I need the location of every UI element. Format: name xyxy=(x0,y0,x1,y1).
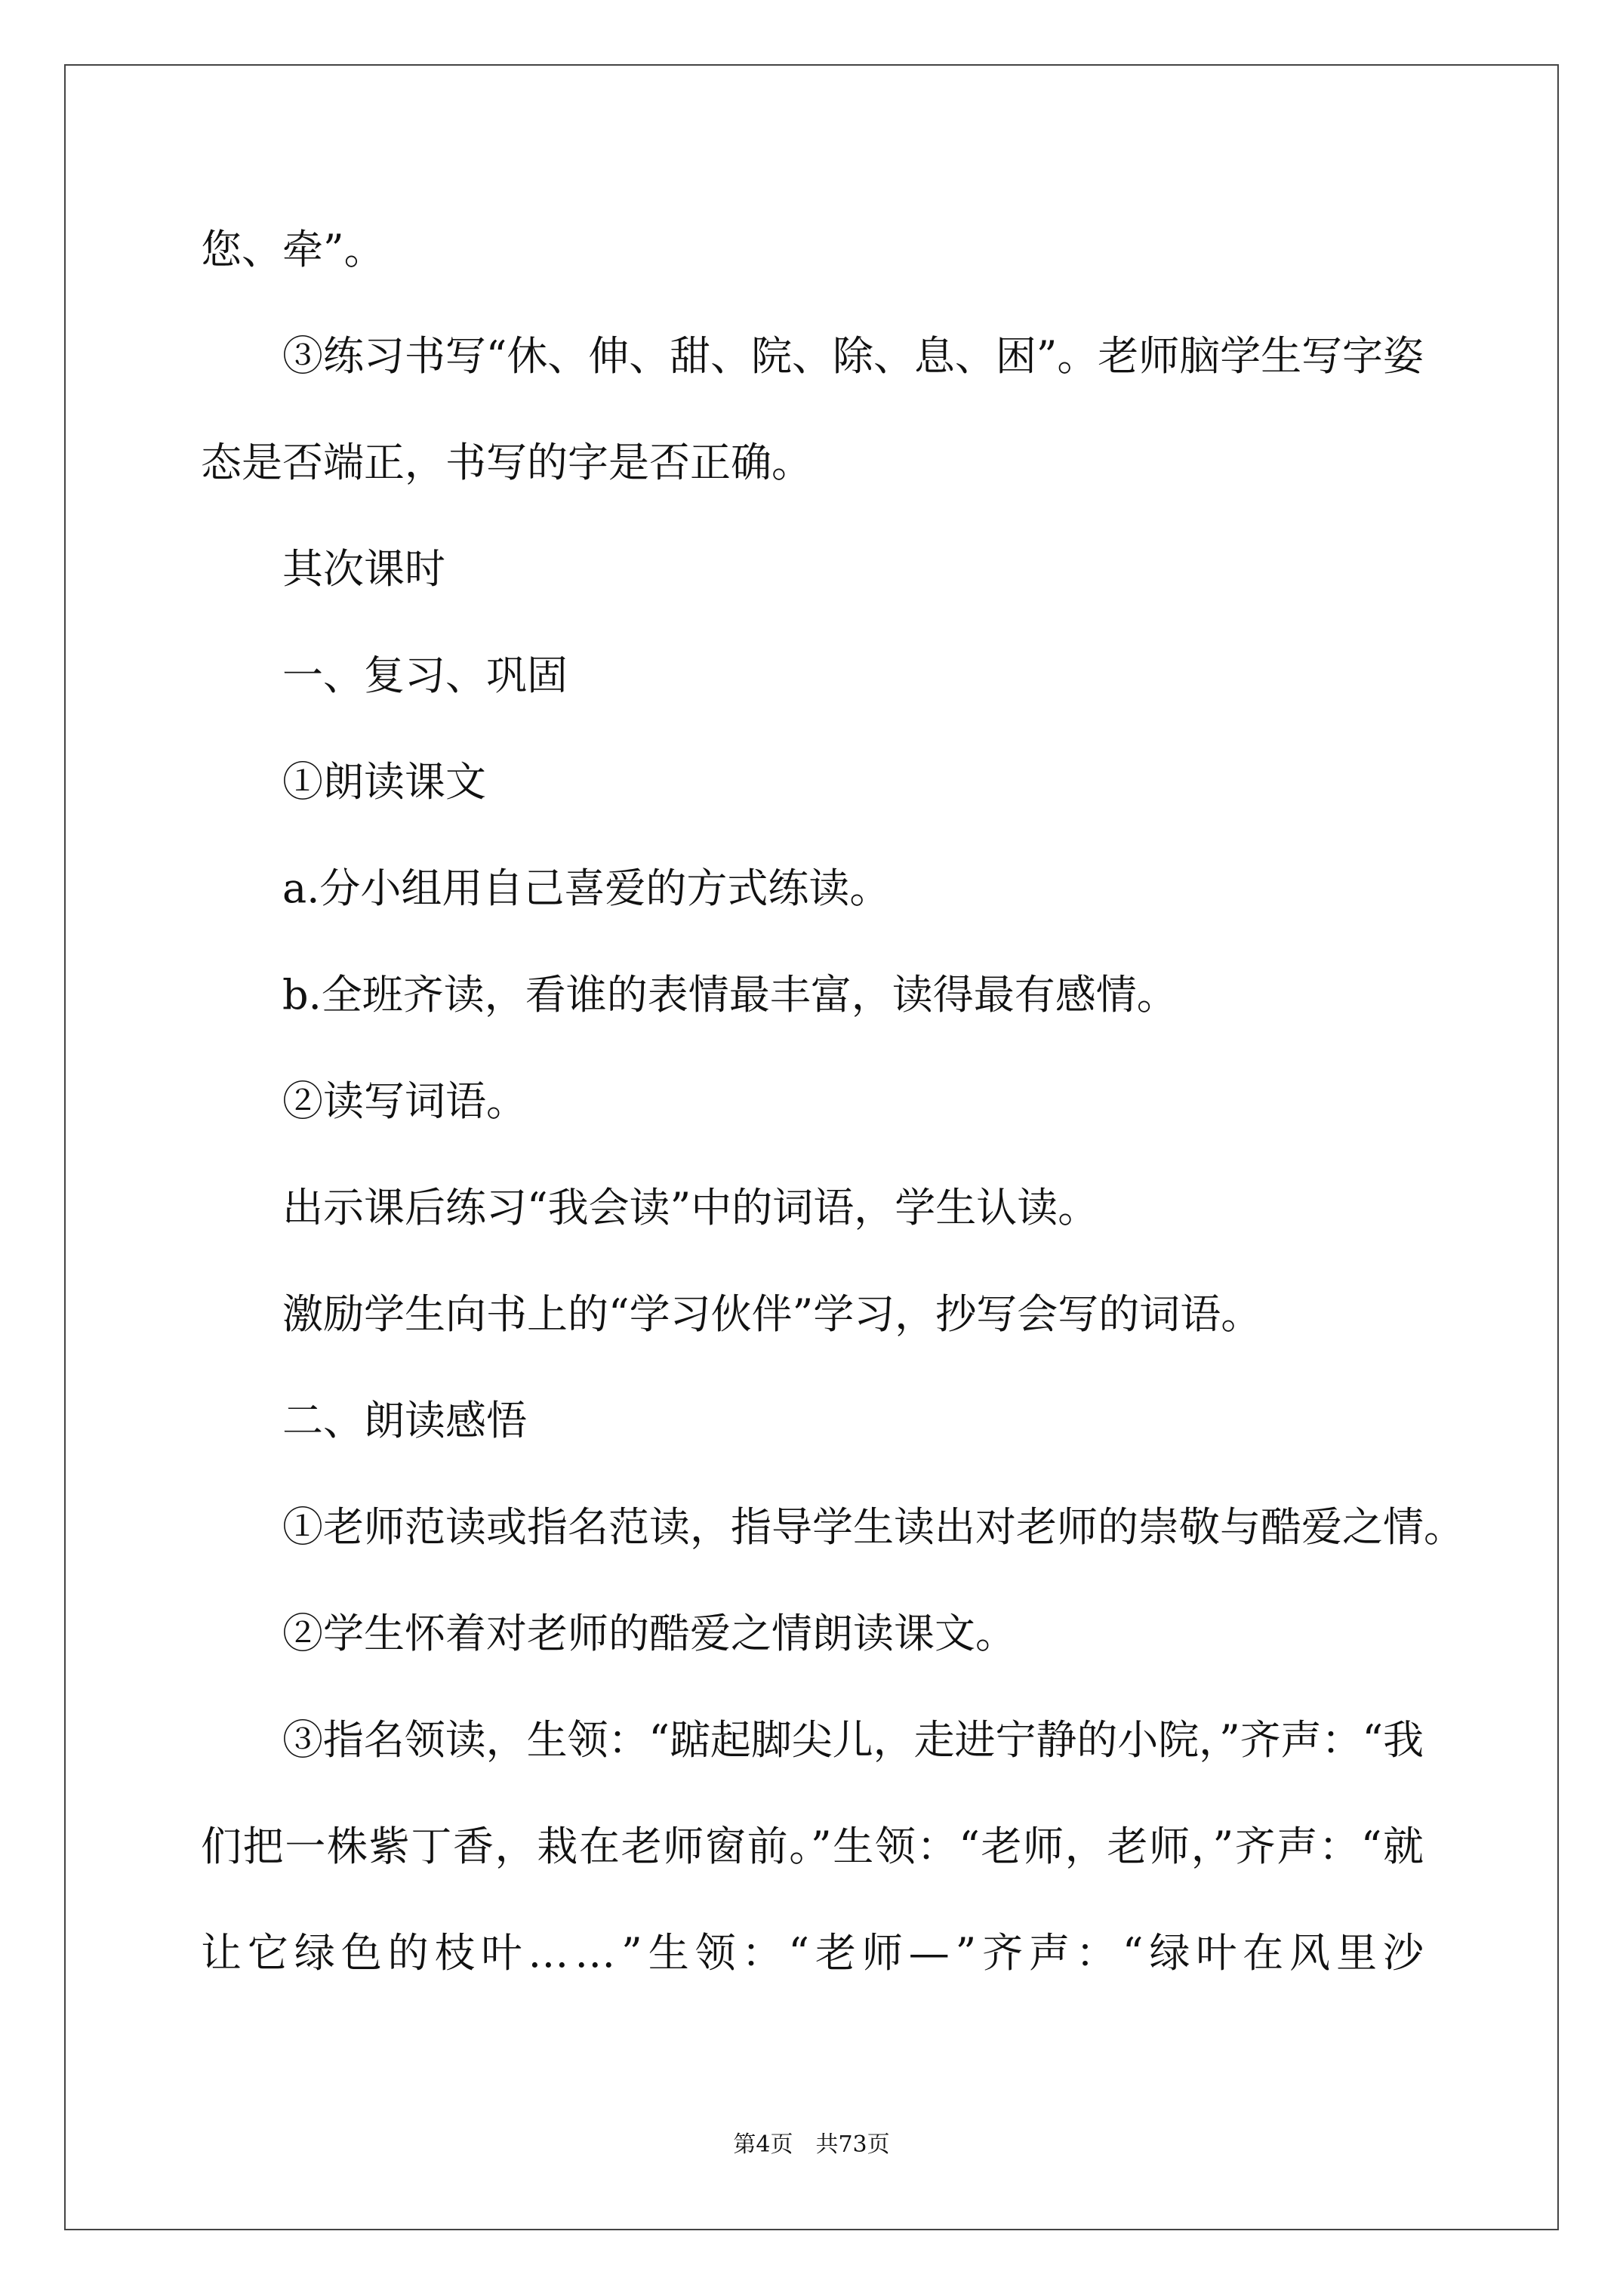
paragraph-line xyxy=(201,196,1424,303)
paragraph-line xyxy=(201,729,1424,835)
section-heading-text: 二、朗读感悟 xyxy=(282,1397,527,1444)
paragraph-line-text: 态是否端正，书写的字是否正确。 xyxy=(201,439,812,486)
paragraph-line-text: ②学生怀着对老师的酷爱之情朗读课文。 xyxy=(282,1610,1016,1657)
document-body xyxy=(201,196,1464,2006)
paragraph-line xyxy=(201,303,1424,409)
paragraph-line-text: 们把一株紫丁香，栽在老师窗前。”生领：“老师，老师，”齐声：“就 xyxy=(201,1823,1425,1870)
paragraph-line-text: ①老师范读或指名范读，指导学生读出对老师的崇敬与酷爱之情。 xyxy=(282,1503,1464,1551)
paragraph-line xyxy=(201,1900,1430,2006)
paragraph-line-text: ①朗读课文 xyxy=(282,758,486,806)
paragraph-line-text: b.全班齐读，看谁的表情最丰富，读得最有感情。 xyxy=(282,971,1178,1019)
paragraph-line-text: 您、牵”。 xyxy=(201,226,385,273)
paragraph-line-text: 出示课后练习“我会读”中的词语，学生认读。 xyxy=(282,1184,1099,1231)
paragraph-line-text: ②读写词语。 xyxy=(282,1077,527,1125)
paragraph-line xyxy=(201,1793,1424,1900)
paragraph-line-text: 让它绿色的枝叶……”生领：“老师—”齐声：“绿叶在风里沙 xyxy=(201,1929,1430,1977)
section-heading xyxy=(201,622,1424,729)
paragraph-line xyxy=(201,1580,1424,1687)
section-heading xyxy=(201,1367,1424,1474)
section-heading-text: 其次课时 xyxy=(282,545,445,593)
paragraph-line-text: ③练习书写“休、伸、甜、院、除、息、困”。老师脑学生写字姿 xyxy=(282,332,1424,380)
section-heading-text: 一、复习、巩固 xyxy=(282,652,568,699)
paragraph-line-text: a.分小组用自己喜爱的方式练读。 xyxy=(282,864,891,912)
page-number-footer: 第4页 共73页 xyxy=(733,2131,890,2158)
paragraph-line xyxy=(201,1154,1424,1261)
paragraph-line xyxy=(201,1687,1424,1793)
paragraph-line xyxy=(201,1474,1464,1580)
paragraph-line xyxy=(201,1048,1424,1154)
paragraph-line xyxy=(201,409,1424,516)
section-heading xyxy=(201,516,1424,622)
paragraph-line-text: 激励学生向书上的“学习伙伴”学习，抄写会写的词语。 xyxy=(282,1290,1262,1338)
paragraph-line-text: ③指名领读，生领：“踮起脚尖儿，走进宁静的小院，”齐声：“我 xyxy=(282,1716,1424,1764)
paragraph-line xyxy=(201,1261,1424,1367)
paragraph-line xyxy=(201,835,1424,942)
paragraph-line xyxy=(201,942,1424,1048)
